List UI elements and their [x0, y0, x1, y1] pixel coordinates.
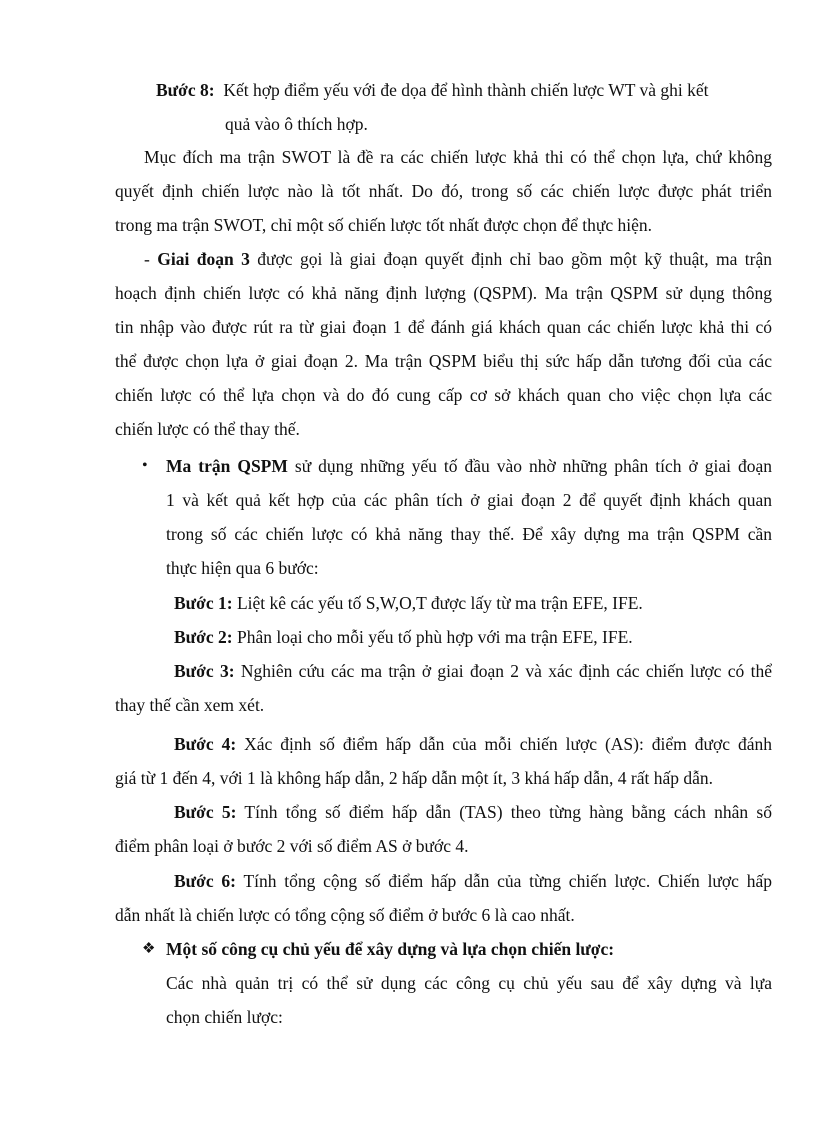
- qspm-step-1: [174, 592, 643, 614]
- qspm-line1-rest: sử dụng những yếu tố đầu vào nhờ những phân tích ở giai đoạn: [287, 456, 772, 476]
- tools-line2: chọn chiến lược:: [166, 1007, 283, 1027]
- stage3-line5: chiến lược có thể lựa chọn và do đó cung cấp cơ sở khách quan cho việc chọn lựa các: [115, 385, 772, 405]
- tools-heading: [166, 938, 614, 960]
- stage3-line1: [144, 248, 772, 270]
- stage3-line4: thể được chọn lựa ở giai đoạn 2. Ma trận QSPM biểu thị sức hấp dẫn tương đối của các: [115, 351, 772, 371]
- qspm-step-3-cont: thay thế cần xem xét.: [115, 695, 265, 715]
- stage3-line3: tin nhập vào được rút ra từ giai đoạn 1 để đánh giá khách quan các chiến lược khả thi có: [115, 317, 772, 337]
- step-text: Xác định số điểm hấp dẫn của mỗi chiến lược (AS): điểm được đánh: [236, 734, 772, 754]
- qspm-step-4: [174, 733, 772, 755]
- step-label: Bước 3:: [174, 661, 235, 681]
- stage3-label: Giai đoạn 3: [157, 249, 250, 269]
- step-label: Bước 5:: [174, 802, 237, 822]
- stage3-line1-rest: được gọi là giai đoạn quyết định chỉ bao gồm một kỹ thuật, ma trận: [249, 249, 773, 269]
- bullet-icon: •: [142, 457, 148, 474]
- step8-text: Kết hợp điểm yếu với đe dọa để hình thành chiến lược WT và ghi kết: [223, 80, 709, 100]
- step-label: Bước 2:: [174, 627, 233, 647]
- stage3-line6: chiến lược có thể thay thế.: [115, 419, 300, 439]
- qspm-line4: thực hiện qua 6 bước:: [166, 558, 319, 578]
- tools-line1: Các nhà quản trị có thể sử dụng các công cụ chủ yếu sau để xây dựng và lựa: [166, 973, 772, 993]
- step-text: Phân loại cho mỗi yếu tố phù hợp với ma trận EFE, IFE.: [232, 627, 633, 647]
- stage3-prefix: -: [144, 249, 158, 269]
- qspm-line3: trong số các chiến lược có khả năng thay thế. Để xây dựng ma trận QSPM cần: [166, 524, 772, 544]
- step8-line1: [156, 79, 709, 101]
- swot-purpose-line2: quyết định chiến lược nào là tốt nhất. Do đó, trong số các chiến lược được phát triển: [115, 181, 772, 201]
- step8-label: Bước 8:: [156, 80, 215, 100]
- swot-purpose-line3: trong ma trận SWOT, chỉ một số chiến lược tốt nhất được chọn để thực hiện.: [115, 215, 652, 235]
- tools-heading-text: Một số công cụ chủ yếu để xây dựng và lựa chọn chiến lược:: [166, 939, 615, 959]
- qspm-step-2: [174, 626, 633, 648]
- qspm-step-6-cont: dẫn nhất là chiến lược có tổng cộng số điểm ở bước 6 là cao nhất.: [115, 905, 575, 925]
- qspm-step-5: [174, 801, 772, 823]
- step-label: Bước 6:: [174, 871, 236, 891]
- qspm-line2: 1 và kết quả kết hợp của các phân tích ở giai đoạn 2 để quyết định khách quan: [166, 490, 772, 510]
- step-label: Bước 1:: [174, 593, 233, 613]
- qspm-step-4-cont: giá từ 1 đến 4, với 1 là không hấp dẫn, 2 hấp dẫn một ít, 3 khá hấp dẫn, 4 rất hấp dẫn.: [115, 768, 714, 788]
- swot-purpose-line1: Mục đích ma trận SWOT là đề ra các chiến lược khả thi có thể chọn lựa, chứ không: [144, 147, 772, 167]
- step-text: Tính tổng số điểm hấp dẫn (TAS) theo từng hàng bằng cách nhân số: [236, 802, 772, 822]
- stage3-line2: hoạch định chiến lược có khả năng định lượng (QSPM). Ma trận QSPM sử dụng thông: [115, 283, 772, 303]
- step-text: Liệt kê các yếu tố S,W,O,T được lấy từ ma trận EFE, IFE.: [232, 593, 643, 613]
- step-text: Nghiên cứu các ma trận ở giai đoạn 2 và xác định các chiến lược có thể: [234, 661, 772, 681]
- qspm-line1: [166, 455, 772, 477]
- step-label: Bước 4:: [174, 734, 237, 754]
- qspm-step-5-cont: điểm phân loại ở bước 2 với số điểm AS ở bước 4.: [115, 836, 469, 856]
- qspm-step-6: [174, 870, 772, 892]
- step-text: Tính tổng cộng số điểm hấp dẫn của từng chiến lược. Chiến lược hấp: [235, 871, 772, 891]
- step8-line2: quả vào ô thích hợp.: [225, 114, 368, 134]
- diamond-bullet-icon: ❖: [142, 941, 156, 957]
- qspm-label: Ma trận QSPM: [166, 456, 288, 476]
- qspm-step-3: [174, 660, 772, 682]
